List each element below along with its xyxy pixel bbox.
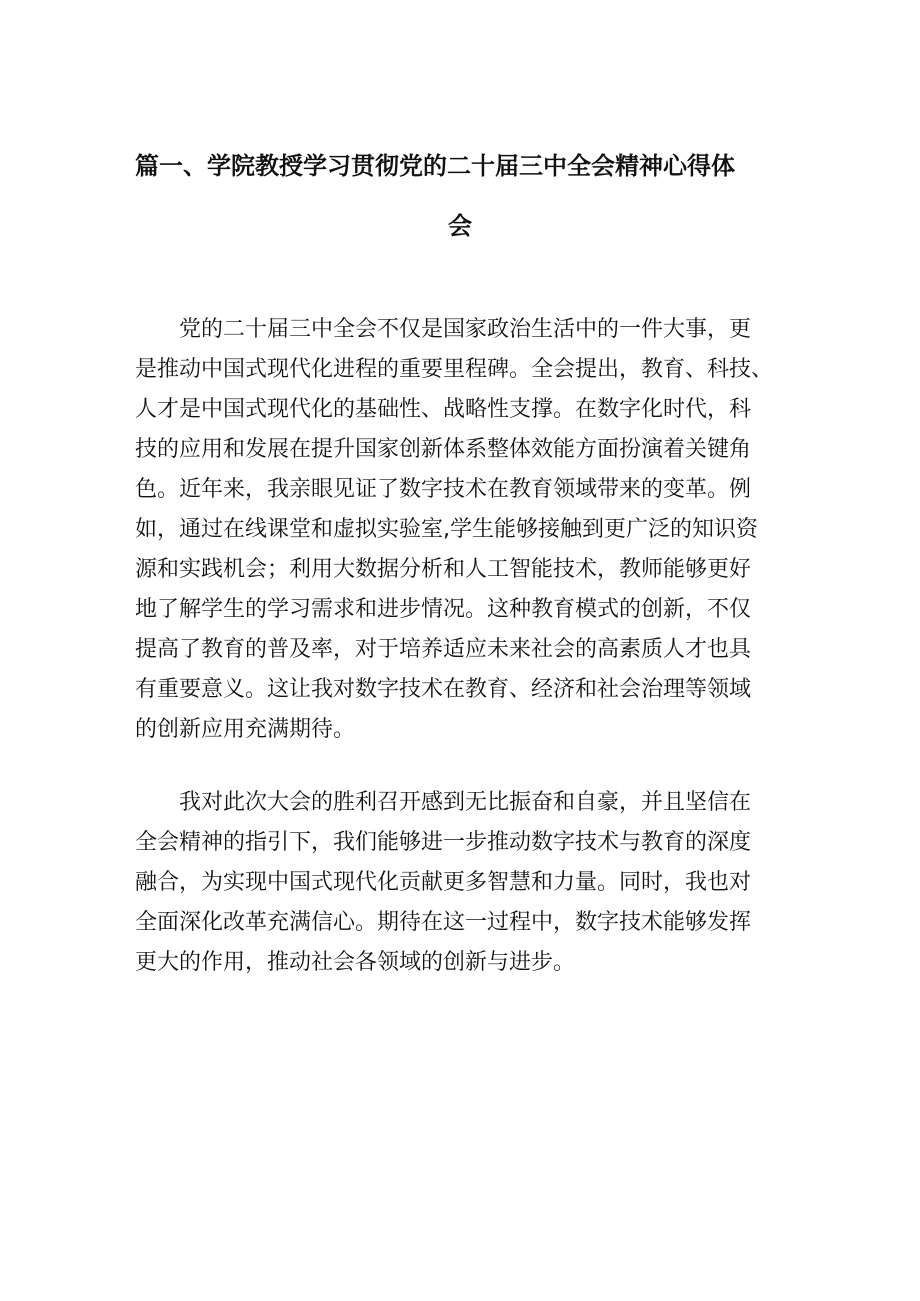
paragraph-2: [135, 783, 785, 983]
paragraph-line: 人才是中国式现代化的基础性、战略性支撑。在数字化时代，科: [135, 397, 752, 422]
paragraph-line: 源和实践机会；利用大数据分析和人工智能技术，教师能够更好: [135, 557, 752, 582]
paragraph-line: 全面深化改革充满信心。期待在这一过程中，数字技术能够发挥: [135, 910, 752, 935]
paragraph-line: 的创新应用充满期待。: [135, 717, 356, 742]
paragraph-line: 我对此次大会的胜利召开感到无比振奋和自豪，并且坚信在: [179, 790, 752, 815]
paragraph-line: 如，通过在线课堂和虚拟实验室,学生能够接触到更广泛的知识资: [135, 517, 758, 542]
paragraph-line: 全会精神的指引下，我们能够进一步推动数字技术与教育的深度: [135, 830, 752, 855]
paragraph-line: 地了解学生的学习需求和进步情况。这种教育模式的创新，不仅: [135, 597, 752, 622]
document-title-line-1: 篇一、学院教授学习贯彻党的二十届三中全会精神心得体: [135, 152, 735, 180]
paragraph-line: 是推动中国式现代化进程的重要里程碑。全会提出，教育、科技、: [135, 357, 774, 382]
paragraph-line: 党的二十届三中全会不仅是国家政治生活中的一件大事，更: [179, 317, 752, 342]
paragraph-line: 色。近年来，我亲眼见证了数字技术在教育领域带来的变革。例: [135, 477, 752, 502]
paragraph-line: 有重要意义。这让我对数字技术在教育、经济和社会治理等领域: [135, 677, 752, 702]
paragraph-line: 更大的作用，推动社会各领域的创新与进步。: [135, 950, 576, 975]
paragraph-line: 融合，为实现中国式现代化贡献更多智慧和力量。同时，我也对: [135, 870, 752, 895]
paragraph-1: [135, 310, 785, 750]
paragraph-line: 技的应用和发展在提升国家创新体系整体效能方面扮演着关键角: [135, 437, 752, 462]
document-title-line-2: 会: [448, 212, 472, 240]
paragraph-line: 提高了教育的普及率，对于培养适应未来社会的高素质人才也具: [135, 637, 752, 662]
